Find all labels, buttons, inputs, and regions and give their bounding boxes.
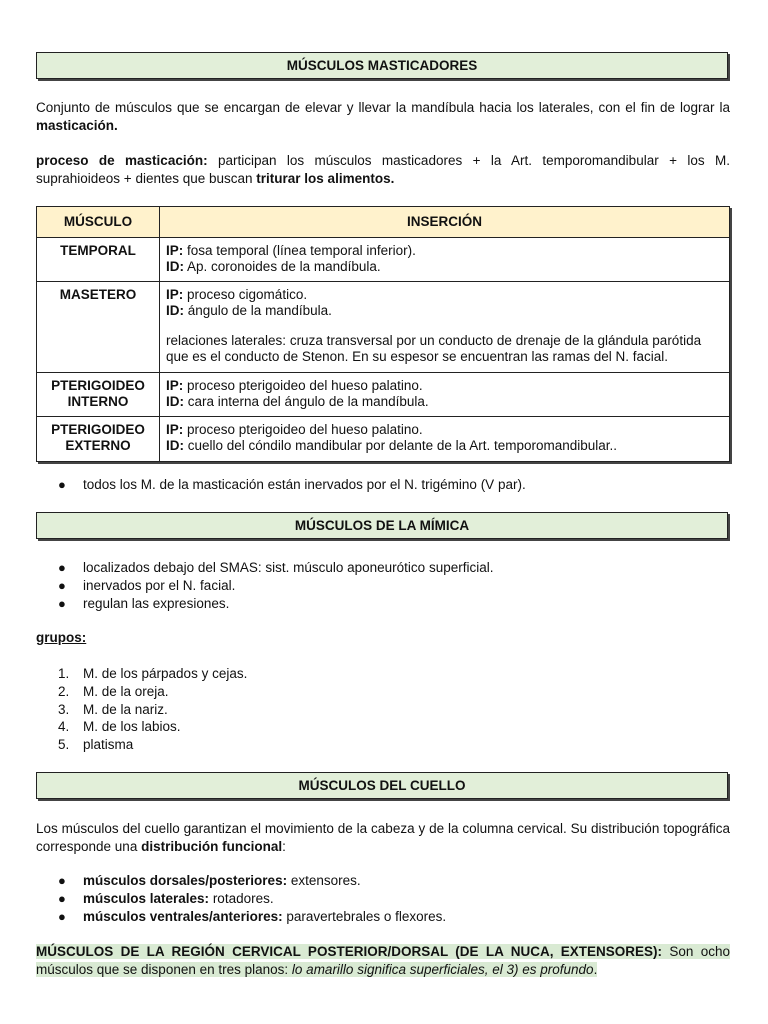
table-header-row: [37, 207, 730, 238]
groups-label: grupos:: [36, 630, 87, 645]
cervical-posterior-paragraph: MÚSCULOS DE LA REGIÓN CERVICAL POSTERIOR/DORSAL (DE LA NUCA, EXTENSORES): Son ocho músculos que se disponen en tres planos: lo amarillo significa superficiales, el 3) es profundo.: [36, 944, 731, 977]
section-header-masticadores: [36, 52, 728, 79]
cuello-bullets: [36, 872, 446, 925]
muscle-name: TEMPORAL: [37, 238, 160, 282]
list-item: 5. platisma: [58, 737, 134, 753]
table-row: [37, 373, 730, 417]
list-item: ● regulan las expresiones.: [58, 595, 230, 611]
column-header: INSERCIÓN: [160, 207, 730, 238]
trigemino-note-list: [36, 476, 526, 494]
list-item: ● músculos ventrales/anteriores: paravertebrales o flexores.: [58, 908, 447, 924]
bullet-icon: ●: [58, 873, 66, 888]
lateral-relations: relaciones laterales: cruza transversal por un conducto de drenaje de la glándula parótida que es el conducto de Stenon. En su espesor se encuentran las ramas del N. facial.: [166, 333, 702, 364]
muscles-table: [36, 206, 730, 462]
list-item: 4. M. de los labios.: [58, 719, 181, 735]
muscle-name: MASETERO: [37, 282, 160, 373]
muscle-name: PTERIGOIDEO INTERNO: [37, 373, 160, 417]
bullet-icon: ●: [58, 577, 66, 593]
table-row: [37, 238, 730, 282]
section-title: MÚSCULOS DEL CUELLO: [298, 778, 466, 793]
section-header-mimica: [36, 512, 728, 539]
masticadores-intro: Conjunto de músculos que se encargan de elevar y llevar la mandíbula hacia los laterales, con el fin de lograr la masticación.: [36, 100, 730, 133]
list-item: 1. M. de los párpados y cejas.: [58, 666, 248, 681]
list-item: ● músculos dorsales/posteriores: extensores.: [58, 873, 361, 888]
column-header: MÚSCULO: [37, 207, 160, 238]
bullet-icon: ●: [58, 890, 66, 906]
masticacion-process: proceso de masticación: participan los músculos masticadores + la Art. temporomandibular + los M. suprahioideos + dientes que buscan triturar los alimentos.: [36, 153, 730, 186]
section-title: MÚSCULOS DE LA MÍMICA: [294, 518, 470, 533]
list-item: ● localizados debajo del SMAS: sist. músculo aponeurótico superficial.: [58, 560, 494, 575]
muscle-name: PTERIGOIDEO EXTERNO: [37, 417, 160, 462]
table-row: [37, 417, 730, 462]
section-title: MÚSCULOS MASTICADORES: [286, 58, 478, 73]
table-row: [37, 282, 730, 373]
list-item: ● músculos laterales: rotadores.: [58, 890, 274, 906]
bullet-icon: ●: [58, 595, 66, 611]
list-item: 3. M. de la nariz.: [58, 701, 168, 717]
list-item: 2. M. de la oreja.: [58, 683, 169, 699]
section-header-cuello: [36, 772, 728, 799]
bullet-icon: ●: [58, 560, 66, 575]
cuello-intro: Los músculos del cuello garantizan el movimiento de la cabeza y de la columna cervical. Su distribución topográfica corresponde una distribución funcional:: [36, 821, 730, 854]
insertion-cell: IP: proceso pterigoideo del hueso palatino. ID: cara interna del ángulo de la mandíbula.: [160, 373, 730, 417]
list-item: ● todos los M. de la masticación están inervados por el N. trigémino (V par).: [58, 477, 526, 492]
bullet-icon: ●: [58, 908, 66, 924]
list-item: ● inervados por el N. facial.: [58, 577, 236, 593]
groups-list: [36, 665, 247, 754]
mimica-bullets: [36, 559, 493, 612]
insertion-cell: IP: proceso cigomático. ID: ángulo de la mandíbula. relaciones laterales: cruza transversal por un conducto de drenaje de la glándula parótida que es el conducto de Stenon. En su espesor se encuentran las ramas del N. facial.: [160, 282, 730, 373]
insertion-cell: IP: fosa temporal (línea temporal inferior). ID: Ap. coronoides de la mandíbula.: [160, 238, 730, 282]
insertion-cell: IP: proceso pterigoideo del hueso palatino. ID: cuello del cóndilo mandibular por delante de la Art. temporomandibular..: [160, 417, 730, 462]
bullet-icon: ●: [58, 477, 66, 492]
